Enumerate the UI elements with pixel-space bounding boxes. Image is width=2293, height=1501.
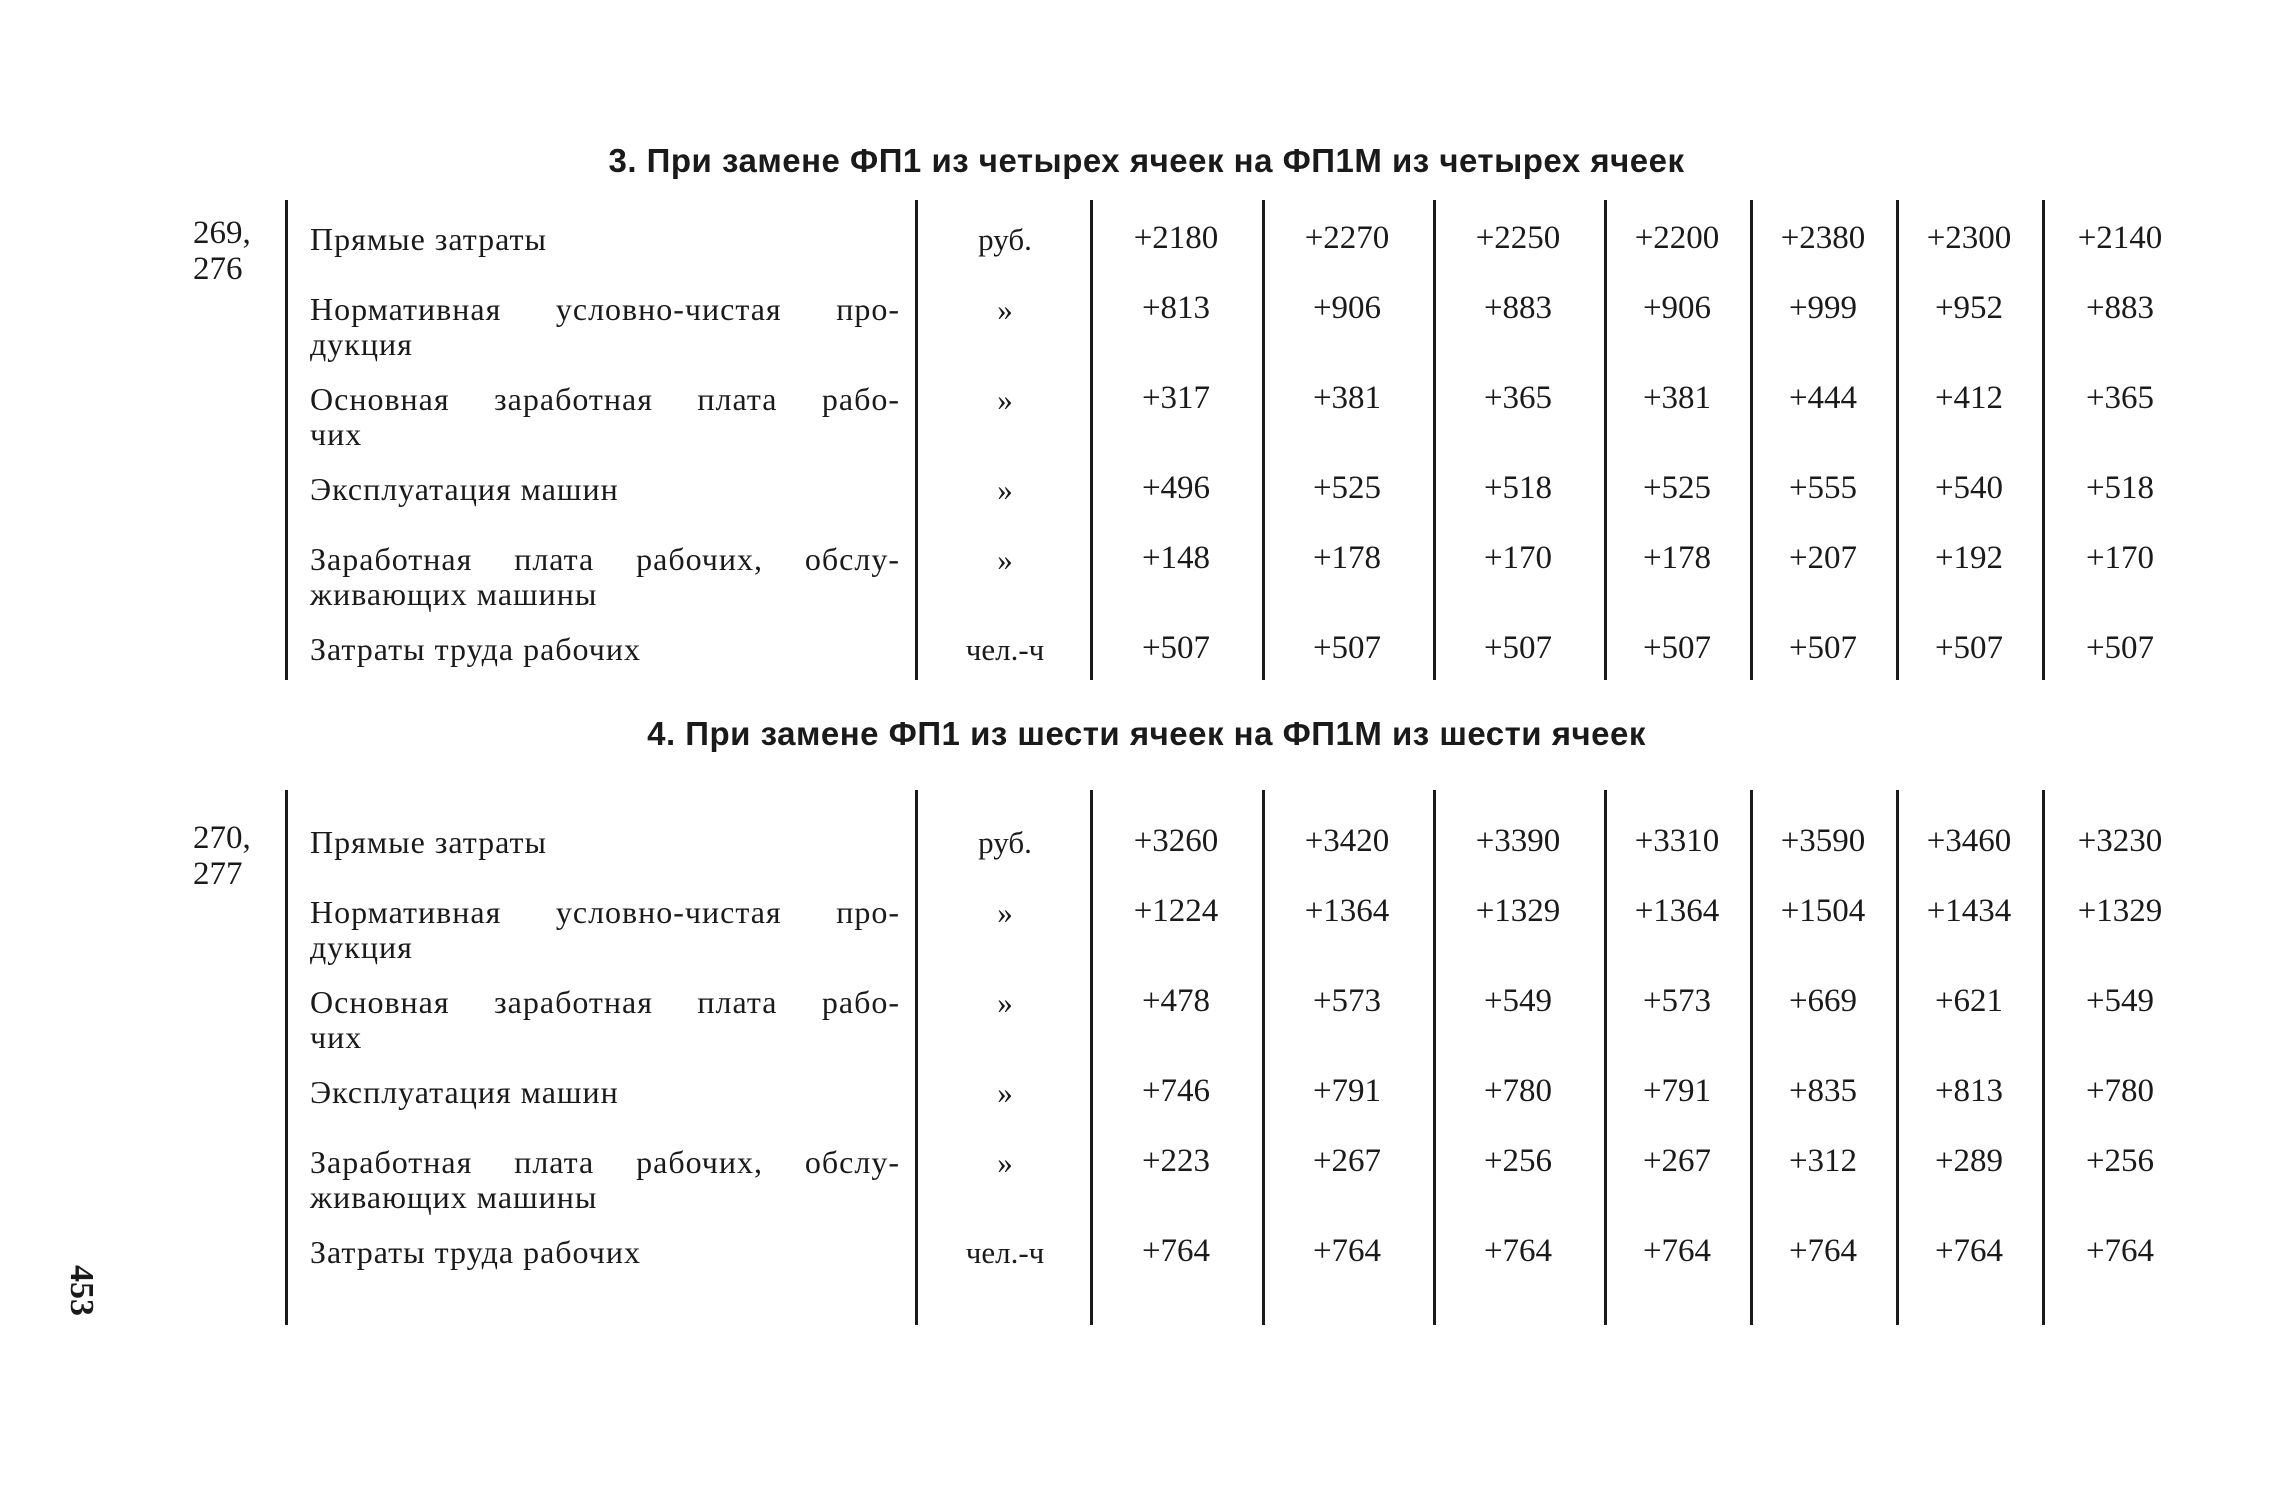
value-cell: +518 bbox=[1483, 470, 1553, 506]
value-cell: +764 bbox=[2085, 1233, 2155, 1269]
row-label-line: Затраты труда рабочих bbox=[310, 1234, 641, 1270]
row-label-line: дукция bbox=[310, 929, 413, 965]
value-cell: +412 bbox=[1934, 380, 2004, 416]
value-cell: +3230 bbox=[2077, 823, 2163, 859]
value-cell: +518 bbox=[2085, 470, 2155, 506]
value-cell: +3260 bbox=[1133, 823, 1219, 859]
row-label bbox=[310, 1075, 900, 1110]
column-rule bbox=[1262, 790, 1265, 1325]
row-label-line: чих bbox=[310, 416, 363, 452]
value-cell: +573 bbox=[1642, 983, 1712, 1019]
row-label-line: дукция bbox=[310, 326, 413, 362]
value-cell: +764 bbox=[1934, 1233, 2004, 1269]
value-cell: +365 bbox=[1483, 380, 1553, 416]
value-cell: +2180 bbox=[1133, 220, 1219, 256]
section-title: 4. При замене ФП1 из шести ячеек на ФП1М из шести ячеек bbox=[647, 715, 1646, 752]
value-cell: +2270 bbox=[1304, 220, 1390, 256]
value-cell: +2200 bbox=[1634, 220, 1720, 256]
value-cell: +192 bbox=[1934, 540, 2004, 576]
row-label bbox=[310, 222, 900, 257]
row-unit: » bbox=[997, 895, 1013, 930]
value-cell: +507 bbox=[1141, 630, 1211, 666]
value-cell: +813 bbox=[1141, 290, 1211, 326]
value-cell: +999 bbox=[1788, 290, 1858, 326]
value-cell: +507 bbox=[1934, 630, 2004, 666]
value-cell: +669 bbox=[1788, 983, 1858, 1019]
column-rule bbox=[2042, 200, 2045, 680]
value-cell: +621 bbox=[1934, 983, 2004, 1019]
value-cell: +507 bbox=[1642, 630, 1712, 666]
column-rule bbox=[1750, 200, 1753, 680]
value-cell: +207 bbox=[1788, 540, 1858, 576]
row-label bbox=[310, 895, 900, 965]
column-rule bbox=[915, 200, 918, 680]
value-cell: +1434 bbox=[1926, 893, 2012, 929]
value-cell: +170 bbox=[1483, 540, 1553, 576]
row-unit: » bbox=[997, 985, 1013, 1020]
value-cell: +1329 bbox=[2077, 893, 2163, 929]
value-cell: +1364 bbox=[1304, 893, 1390, 929]
value-cell: +312 bbox=[1788, 1143, 1858, 1179]
value-cell: +2140 bbox=[2077, 220, 2163, 256]
value-cell: +365 bbox=[2085, 380, 2155, 416]
column-rule bbox=[1090, 790, 1093, 1325]
table-section bbox=[0, 200, 2293, 680]
value-cell: +444 bbox=[1788, 380, 1858, 416]
row-unit: руб. bbox=[978, 825, 1032, 860]
value-cell: +835 bbox=[1788, 1073, 1858, 1109]
row-label-line: Основная заработная плата рабо- bbox=[310, 381, 900, 417]
column-rule bbox=[1433, 790, 1436, 1325]
column-rule bbox=[1262, 200, 1265, 680]
row-unit: » bbox=[997, 1145, 1013, 1180]
row-label bbox=[310, 292, 900, 362]
column-rule bbox=[1090, 200, 1093, 680]
row-label-line: Основная заработная плата рабо- bbox=[310, 984, 900, 1020]
row-unit: чел.-ч bbox=[965, 1235, 1045, 1270]
value-cell: +3420 bbox=[1304, 823, 1390, 859]
value-cell: +764 bbox=[1141, 1233, 1211, 1269]
row-unit: » bbox=[997, 1075, 1013, 1110]
value-cell: +3460 bbox=[1926, 823, 2012, 859]
value-cell: +289 bbox=[1934, 1143, 2004, 1179]
value-cell: +764 bbox=[1642, 1233, 1712, 1269]
row-label-line: Затраты труда рабочих bbox=[310, 631, 641, 667]
column-rule bbox=[1896, 200, 1899, 680]
row-number: 269, bbox=[193, 215, 251, 251]
row-label bbox=[310, 382, 900, 452]
column-rule bbox=[285, 790, 288, 1325]
page-number: 453 bbox=[63, 1265, 100, 1316]
row-unit: » bbox=[997, 542, 1013, 577]
value-cell: +256 bbox=[2085, 1143, 2155, 1179]
value-cell: +496 bbox=[1141, 470, 1211, 506]
value-cell: +764 bbox=[1312, 1233, 1382, 1269]
section-title: 3. При замене ФП1 из четырех ячеек на ФП1М из четырех ячеек bbox=[608, 142, 1685, 179]
value-cell: +549 bbox=[2085, 983, 2155, 1019]
row-label-line: Прямые затраты bbox=[310, 824, 548, 860]
row-unit: » bbox=[997, 292, 1013, 327]
value-cell: +540 bbox=[1934, 470, 2004, 506]
row-label bbox=[310, 542, 900, 612]
row-label-line: Прямые затраты bbox=[310, 221, 548, 257]
row-unit: » bbox=[997, 472, 1013, 507]
value-cell: +746 bbox=[1141, 1073, 1211, 1109]
value-cell: +507 bbox=[1788, 630, 1858, 666]
column-rule bbox=[285, 200, 288, 680]
row-label-line: живающих машины bbox=[310, 576, 598, 612]
value-cell: +780 bbox=[2085, 1073, 2155, 1109]
row-label-line: Эксплуатация машин bbox=[310, 471, 619, 507]
row-number: 276 bbox=[193, 251, 243, 287]
value-cell: +952 bbox=[1934, 290, 2004, 326]
row-label-line: Нормативная условно-чистая про- bbox=[310, 894, 900, 930]
value-cell: +525 bbox=[1642, 470, 1712, 506]
value-cell: +381 bbox=[1642, 380, 1712, 416]
column-rule bbox=[1433, 200, 1436, 680]
value-cell: +1329 bbox=[1475, 893, 1561, 929]
value-cell: +223 bbox=[1141, 1143, 1211, 1179]
value-cell: +2300 bbox=[1926, 220, 2012, 256]
value-cell: +507 bbox=[1483, 630, 1553, 666]
value-cell: +883 bbox=[2085, 290, 2155, 326]
row-label bbox=[310, 472, 900, 507]
value-cell: +507 bbox=[2085, 630, 2155, 666]
value-cell: +2250 bbox=[1475, 220, 1561, 256]
row-unit: чел.-ч bbox=[965, 632, 1045, 667]
value-cell: +780 bbox=[1483, 1073, 1553, 1109]
value-cell: +906 bbox=[1312, 290, 1382, 326]
row-label bbox=[310, 632, 900, 667]
value-cell: +267 bbox=[1312, 1143, 1382, 1179]
column-rule bbox=[1604, 200, 1607, 680]
value-cell: +148 bbox=[1141, 540, 1211, 576]
row-label-line: Нормативная условно-чистая про- bbox=[310, 291, 900, 327]
value-cell: +3590 bbox=[1780, 823, 1866, 859]
value-cell: +3310 bbox=[1634, 823, 1720, 859]
value-cell: +764 bbox=[1788, 1233, 1858, 1269]
row-label-line: Заработная плата рабочих, обслу- bbox=[310, 1144, 900, 1180]
value-cell: +1224 bbox=[1133, 893, 1219, 929]
value-cell: +170 bbox=[2085, 540, 2155, 576]
value-cell: +906 bbox=[1642, 290, 1712, 326]
value-cell: +267 bbox=[1642, 1143, 1712, 1179]
value-cell: +178 bbox=[1312, 540, 1382, 576]
row-label bbox=[310, 1235, 900, 1270]
value-cell: +764 bbox=[1483, 1233, 1553, 1269]
row-label-line: Заработная плата рабочих, обслу- bbox=[310, 541, 900, 577]
row-number: 277 bbox=[193, 856, 243, 892]
value-cell: +3390 bbox=[1475, 823, 1561, 859]
row-label bbox=[310, 985, 900, 1055]
table-section bbox=[0, 790, 2293, 1325]
value-cell: +549 bbox=[1483, 983, 1553, 1019]
value-cell: +381 bbox=[1312, 380, 1382, 416]
value-cell: +555 bbox=[1788, 470, 1858, 506]
value-cell: +507 bbox=[1312, 630, 1382, 666]
row-label-line: Эксплуатация машин bbox=[310, 1074, 619, 1110]
row-label-line: чих bbox=[310, 1019, 363, 1055]
row-unit: » bbox=[997, 382, 1013, 417]
row-label-line: живающих машины bbox=[310, 1179, 598, 1215]
value-cell: +2380 bbox=[1780, 220, 1866, 256]
value-cell: +178 bbox=[1642, 540, 1712, 576]
row-label bbox=[310, 1145, 900, 1215]
value-cell: +256 bbox=[1483, 1143, 1553, 1179]
row-number: 270, bbox=[193, 820, 251, 856]
value-cell: +1364 bbox=[1634, 893, 1720, 929]
value-cell: +791 bbox=[1642, 1073, 1712, 1109]
value-cell: +791 bbox=[1312, 1073, 1382, 1109]
value-cell: +883 bbox=[1483, 290, 1553, 326]
value-cell: +317 bbox=[1141, 380, 1211, 416]
value-cell: +525 bbox=[1312, 470, 1382, 506]
row-label bbox=[310, 825, 900, 860]
value-cell: +573 bbox=[1312, 983, 1382, 1019]
row-unit: руб. bbox=[978, 222, 1032, 257]
column-rule bbox=[915, 790, 918, 1325]
value-cell: +478 bbox=[1141, 983, 1211, 1019]
value-cell: +1504 bbox=[1780, 893, 1866, 929]
value-cell: +813 bbox=[1934, 1073, 2004, 1109]
